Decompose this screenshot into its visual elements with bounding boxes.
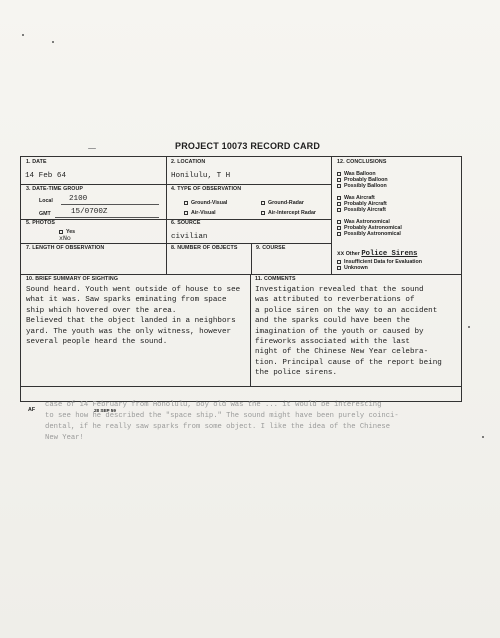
- date-label: 1. DATE: [26, 159, 47, 165]
- ground-radar-text: Ground-Radar: [268, 200, 304, 206]
- conclusion-text: Insufficient Data for Evaluation: [344, 259, 422, 265]
- location-value: Honilulu, T H: [171, 172, 231, 180]
- dust-speck: [88, 148, 96, 149]
- conclusion-text: Probably Astronomical: [344, 225, 402, 231]
- conclusion-option: [337, 207, 386, 213]
- summary-label: 10. BRIEF SUMMARY OF SIGHTING: [26, 276, 119, 282]
- conclusion-text: Possibly Balloon: [344, 183, 387, 189]
- dust-speck: [482, 436, 484, 438]
- length-of-observation-label: 7. LENGTH OF OBSERVATION: [26, 245, 105, 251]
- conclusions-label: 12. CONCLUSIONS: [337, 159, 387, 165]
- photos-no-value: xNo: [59, 235, 71, 242]
- conclusion-text: Probably Aircraft: [344, 201, 387, 207]
- ground-visual-option: [184, 200, 227, 206]
- location-label: 2. LOCATION: [171, 159, 206, 165]
- other-value: Police Sirens: [361, 250, 418, 258]
- bleed-through-text: case of 14 February from Honolulu, boy old was the ... it would be interesting to see how he described the "space ship." The sound might have been purely coinci- dental, if he really saw sparks from some object. I like the idea of the Chinese New Year!: [45, 401, 399, 442]
- conclusion-option: [337, 231, 401, 237]
- other-checkmark: xx: [337, 250, 345, 257]
- photos-label: 5. PHOTOS: [26, 220, 56, 226]
- conclusion-text: Probably Balloon: [344, 177, 388, 183]
- conclusion-other-option: [337, 250, 417, 258]
- form-date-stamp: 28 SEP 59: [94, 408, 116, 413]
- comments-label: 11. COMMENTS: [255, 276, 296, 282]
- observation-type-label: 4. TYPE OF OBSERVATION: [171, 186, 242, 192]
- course-label: 9. COURSE: [256, 245, 286, 251]
- conclusion-text: Possibly Aircraft: [344, 207, 386, 213]
- dust-speck: [22, 34, 24, 36]
- gmt-time-label: GMT: [39, 211, 51, 217]
- ground-visual-text: Ground-Visual: [191, 200, 228, 206]
- dust-speck: [52, 41, 54, 43]
- conclusion-text: Was Balloon: [344, 171, 376, 177]
- summary-text: Sound heard. Youth went outside of house to see what it was. Saw sparks eminating from space ship which hovered over the area. Believed that the object landed in a neighbors yard. The youth was the only witness, however several people heard the sound.: [26, 286, 241, 347]
- ground-radar-option: [261, 200, 304, 206]
- air-visual-text: Air-Visual: [191, 210, 216, 216]
- conclusion-text: Was Astronomical: [344, 219, 390, 225]
- form-af-label: AF: [28, 407, 36, 413]
- conclusion-option: [337, 183, 387, 189]
- photos-yes-text: Yes: [66, 229, 76, 235]
- number-of-objects-label: 8. NUMBER OF OBJECTS: [171, 245, 238, 251]
- comments-text: Investigation revealed that the sound was attributed to reverberations of a police siren on the way to an accident and the sparks could have been the imagination of the youth or caused by fireworks associated with the last night of the Chinese New Year celebra- tion. Principal cause of the report being the police sirens.: [255, 286, 442, 378]
- datetime-group-label: 3. DATE-TIME GROUP: [26, 186, 84, 192]
- source-value: civilian: [171, 233, 208, 241]
- local-time-label: Local: [39, 198, 53, 204]
- conclusion-text: Unknown: [344, 265, 368, 271]
- date-value: 14 Feb 64: [25, 172, 67, 180]
- air-intercept-radar-text: Air-Intercept Radar: [268, 210, 316, 216]
- conclusion-text: Possibly Astronomical: [344, 231, 401, 237]
- local-time-value: 2100: [69, 195, 88, 203]
- dust-speck: [468, 326, 470, 328]
- air-intercept-radar-option: [261, 210, 316, 216]
- card-title: PROJECT 10073 RECORD CARD: [175, 141, 321, 151]
- source-label: 6. SOURCE: [171, 220, 201, 226]
- air-visual-option: [184, 210, 216, 216]
- conclusion-text: Was Aircraft: [344, 195, 375, 201]
- conclusion-option: [337, 265, 368, 271]
- other-label: Other: [345, 251, 360, 257]
- gmt-time-value: 15/0700Z: [71, 208, 108, 216]
